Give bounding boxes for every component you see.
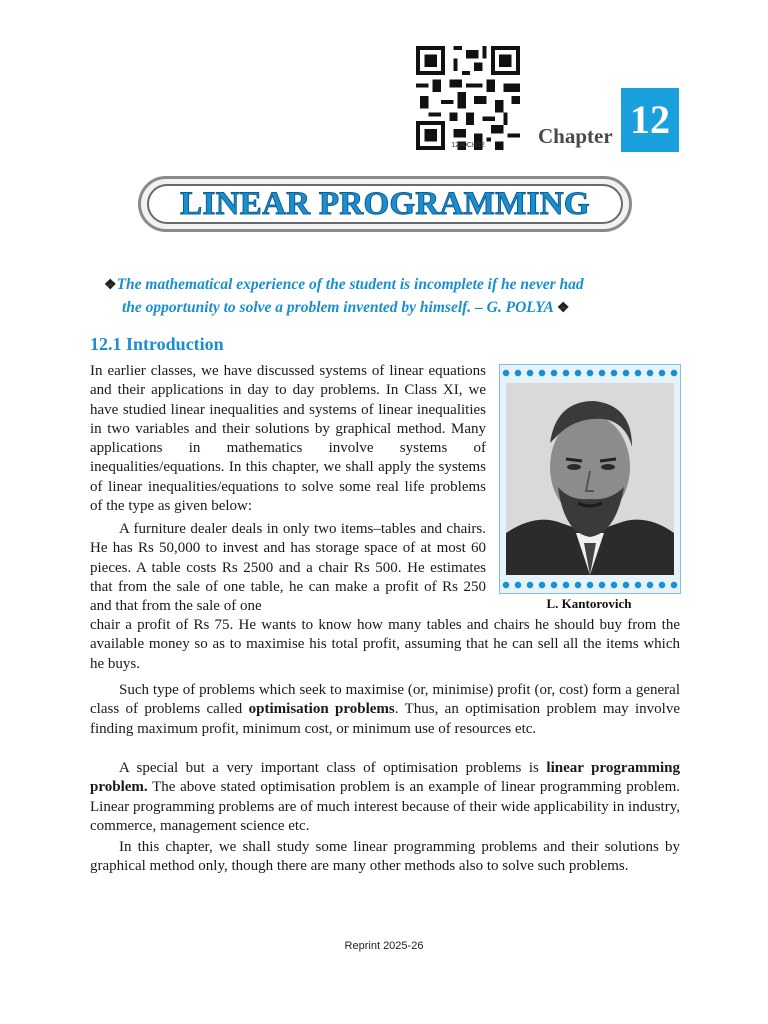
portrait-caption: L. Kantorovich [546, 596, 632, 611]
chapter-number-badge: 12 [621, 88, 679, 152]
chapter-title: LINEAR PROGRAMMING [180, 185, 590, 222]
portrait-photo [506, 383, 674, 575]
diamond-bullet-icon: ❖ [556, 301, 570, 316]
term-optimisation-problems: optimisation problems [248, 701, 395, 718]
paragraph-optimisation [90, 681, 680, 739]
term-linear-programming-problem: linear programming problem. [90, 760, 681, 796]
chapter-title-inner [147, 184, 623, 224]
paragraph-furniture-part2: chair a profit of Rs 75. He wants to know how many tables and chairs he should buy from the available money so as to maximise his total profit, assuming that he can sell all the items which he buys. [90, 617, 680, 672]
qr-code-icon [416, 46, 520, 150]
paragraph-linear-programming [90, 759, 680, 836]
qr-code-label: 1280CH12 [451, 142, 485, 149]
portrait-frame [499, 364, 681, 594]
decorative-border [500, 365, 680, 381]
quote-line-2: the opportunity to solve a problem invented by himself. – G. POLYA [122, 299, 553, 316]
decorative-border [500, 577, 680, 593]
quote-line-1: The mathematical experience of the student is incomplete if he never had [116, 276, 584, 293]
section-heading: 12.1 Introduction [90, 334, 224, 354]
epigraph-quote [104, 274, 674, 320]
chapter-label: Chapter [538, 124, 613, 148]
footer-reprint: Reprint 2025-26 [344, 940, 424, 952]
text-run: A special but a very important class of optimisation problems is [119, 760, 547, 776]
text-run: Such type of problems which seek to maximise (or, minimise) profit (or, cost) form a general class of problems called [90, 682, 680, 718]
chapter-title-frame [138, 176, 632, 232]
diamond-bullet-icon: ❖ [104, 278, 117, 293]
text-run: The above stated optimisation problem is an example of linear programming problem. Linear programming problems are of much interest because of their wide applicability in industry, commerce, management science etc. [90, 779, 680, 834]
paragraph-intro: In earlier classes, we have discussed systems of linear equations and their applications in day to day problems. In Class XI, we have studied linear inequalities and systems of linear inequalities in two variables and their solutions by graphical method. Many applications in mathematics involve systems of inequalities/equations. In this chapter, we shall apply the systems of linear inequalities/equations to solve some real life problems of the type as given below: [90, 363, 486, 515]
text-run: . Thus, an optimisation problem may involve finding maximum profit, minimum cost, or minimum use of resources etc. [90, 701, 680, 737]
paragraph-furniture-part1: A furniture dealer deals in only two items–tables and chairs. He has Rs 50,000 to invest and has storage space of at most 60 pieces. A table costs Rs 2500 and a chair Rs 500. He estimates that from the sale of one table, he can make a profit of Rs 250 and that from the sale of one [90, 521, 486, 615]
kantorovich-portrait [506, 383, 674, 575]
paragraph-chapter-scope: In this chapter, we shall study some linear programming problems and their solutions by graphical method only, though there are many other methods also to solve such problems. [90, 839, 680, 875]
